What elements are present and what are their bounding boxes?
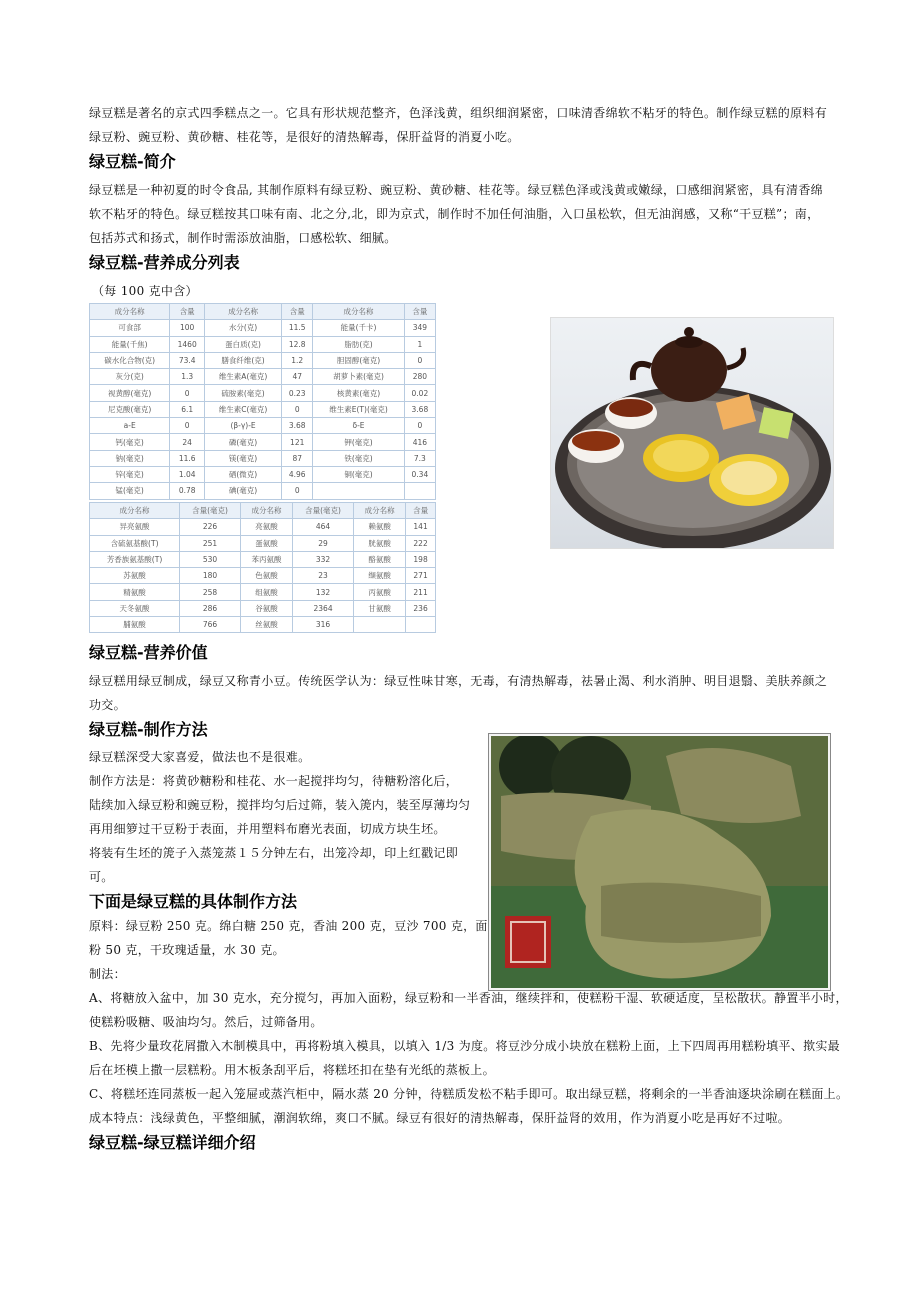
nutrition-cell: 胱氨酸 [354, 535, 406, 551]
nutrition-cell: 成分名称 [354, 503, 406, 519]
nutrition-cell: 丝氨酸 [240, 617, 292, 633]
nutrition-cell [404, 483, 435, 499]
nutrition-row [90, 385, 436, 401]
recipe-step-line: 使糕粉吸糖、吸油均匀。然后，过筛备用。 [89, 1015, 323, 1029]
method-line: 陆续加入绿豆粉和豌豆粉，搅拌均匀后过筛，装入箎内，装至厚薄均匀 [89, 798, 471, 812]
nutrition-cell: 12.8 [282, 336, 313, 352]
nutrition-cell: 11.6 [170, 450, 205, 466]
nutrition-cell: 脯氨酸 [90, 617, 180, 633]
nutrition-cell: 280 [404, 369, 435, 385]
section-heading-value: 绿豆糕-营养价值 [89, 643, 208, 662]
nutrition-cell: 硫胺素(毫克) [205, 385, 282, 401]
nutrition-row [90, 352, 436, 368]
nutrition-cell: 3.68 [404, 401, 435, 417]
nutrition-cell: 0 [282, 483, 313, 499]
intro-paragraph [89, 101, 834, 149]
nutrition-cell: δ-E [313, 418, 404, 434]
nutrition-cell: 286 [180, 600, 241, 616]
nutrition-cell: 211 [406, 584, 436, 600]
nutrition-cell: (β-γ)-E [205, 418, 282, 434]
nutrition-cell: 0.78 [170, 483, 205, 499]
nutrition-cell: 23 [293, 568, 354, 584]
nutrition-cell: 酪氨酸 [354, 551, 406, 567]
nutrition-cell: 180 [180, 568, 241, 584]
nutrition-cell: 成分名称 [90, 304, 170, 320]
nutrition-cell: 亮氨酸 [240, 519, 292, 535]
nutrition-cell: 1460 [170, 336, 205, 352]
nutrition-cell: 蛋氨酸 [240, 535, 292, 551]
nutrition-table-main [89, 303, 436, 500]
nutrition-cell: 464 [293, 519, 354, 535]
nutrition-cell: 73.4 [170, 352, 205, 368]
nutrition-cell: 组氨酸 [240, 584, 292, 600]
nutrition-cell: 钾(毫克) [313, 434, 404, 450]
nutrition-cell: 尼克酸(毫克) [90, 401, 170, 417]
nutrition-row [90, 568, 436, 584]
nutrition-cell: 0 [170, 418, 205, 434]
nutrition-cell: 316 [293, 617, 354, 633]
nutrition-row [90, 519, 436, 535]
nutrition-cell: 24 [170, 434, 205, 450]
nutrition-cell: 416 [404, 434, 435, 450]
nutrition-cell: 膳食纤维(克) [205, 352, 282, 368]
nutrition-cell: 236 [406, 600, 436, 616]
recipe-step-line: A、将糖放入盆中，加 30 克水，充分搅匀，再加入面粉，绿豆粉和一半香油，继续拌和，使糕粉干湿、软硬适度，呈松散状。静置半小时， [89, 991, 848, 1005]
nutrition-cell: 2364 [293, 600, 354, 616]
nutrition-cell: 赖氨酸 [354, 519, 406, 535]
recipe-line: 粉 50 克，干玫瑰适量，水 30 克。 [89, 943, 285, 957]
nutrition-cell: 1.2 [282, 352, 313, 368]
nutrition-cell: 蛋白质(克) [205, 336, 282, 352]
nutrition-cell: 碘(毫克) [205, 483, 282, 499]
recipe-step-line: B、先将少量玫花屑撒入木制模具中，再将粉填入模具，以填入 1/3 为度。将豆沙分成小块放在糕粉上面，上下四周再用糕粉填平、揿实最 [89, 1039, 840, 1053]
nutrition-cell: 碳水化合物(克) [90, 352, 170, 368]
method-line: 将装有生坯的箎子入蒸笼蒸１５分钟左右，出笼冷却，印上红戳记即 [89, 846, 459, 860]
nutrition-row [90, 320, 436, 336]
nutrition-cell: 226 [180, 519, 241, 535]
nutrition-cell: 镁(毫克) [205, 450, 282, 466]
summary-line: 软不粘牙的特色。绿豆糕按其口味有南、北之分,北，即为京式，制作时不加任何油脂，入口虽松软，但无油润感，又称“干豆糕”；南， [89, 207, 820, 221]
nutrition-cell: 530 [180, 551, 241, 567]
nutrition-row [90, 483, 436, 499]
nutrition-row [90, 551, 436, 567]
nutrition-cell: 1 [404, 336, 435, 352]
nutrition-cell: 29 [293, 535, 354, 551]
nutrition-cell: 锌(毫克) [90, 466, 170, 482]
nutrition-row [90, 466, 436, 482]
nutrition-cell: 1.04 [170, 466, 205, 482]
nutrition-cell [406, 617, 436, 633]
nutrition-cell: 维生素A(毫克) [205, 369, 282, 385]
nutrition-cell: 磷(毫克) [205, 434, 282, 450]
nutrition-cell: 766 [180, 617, 241, 633]
nutrition-cell: 锰(毫克) [90, 483, 170, 499]
nutrition-cell: 甘氨酸 [354, 600, 406, 616]
nutrition-cell: 0 [404, 418, 435, 434]
nutrition-row [90, 617, 436, 633]
nutrition-note: （每 100 克中含） [92, 284, 198, 298]
recipe-line: 原料：绿豆粉 250 克。绵白糖 250 克，香油 200 克，豆沙 700 克，面 [89, 919, 488, 933]
nutrition-cell: 能量(千卡) [313, 320, 404, 336]
nutrition-cell: 0 [282, 401, 313, 417]
green-bean-cake-photo [489, 734, 830, 990]
nutrition-row [90, 503, 436, 519]
nutrition-row [90, 450, 436, 466]
section-heading-recipe: 下面是绿豆糕的具体制作方法 [89, 892, 298, 911]
recipe-step-line: 成本特点：浅绿黄色，平整细腻，潮润软绵，爽口不腻。绿豆有很好的清热解毒，保肝益肾的效用，作为消夏小吃是再好不过啦。 [89, 1111, 791, 1125]
summary-paragraph [89, 178, 834, 250]
nutrition-row [90, 369, 436, 385]
nutrition-cell: 硒(微克) [205, 466, 282, 482]
nutrition-cell: 丙氨酸 [354, 584, 406, 600]
nutrition-cell: 含量 [170, 304, 205, 320]
nutrition-cell: 缬氨酸 [354, 568, 406, 584]
summary-line: 包括苏式和扬式，制作时需添放油脂，口感松软、细腻。 [89, 231, 397, 245]
nutrition-cell: 灰分(克) [90, 369, 170, 385]
summary-line: 绿豆糕是一种初夏的时令食品, 其制作原料有绿豆粉、豌豆粉、黄砂糖、桂花等。绿豆糕色泽或浅黄或嫩绿，口感细润紧密，具有清香绵 [89, 183, 823, 197]
nutrition-cell [313, 483, 404, 499]
nutrition-cell: 0.02 [404, 385, 435, 401]
nutrition-cell: 121 [282, 434, 313, 450]
nutrition-cell: 钠(毫克) [90, 450, 170, 466]
nutrition-cell: 含硫氨基酸(T) [90, 535, 180, 551]
nutrition-cell: 异亮氨酸 [90, 519, 180, 535]
nutrition-cell: 视黄醇(毫克) [90, 385, 170, 401]
nutrition-cell: 141 [406, 519, 436, 535]
nutrition-table-amino-acids [89, 502, 436, 633]
nutrition-row [90, 584, 436, 600]
nutrition-cell: 100 [170, 320, 205, 336]
section-heading-nutrition: 绿豆糕-营养成分列表 [89, 253, 240, 272]
nutrition-cell: 7.3 [404, 450, 435, 466]
nutrition-row [90, 434, 436, 450]
nutrition-row [90, 304, 436, 320]
method-paragraph [89, 745, 474, 889]
nutrition-cell: 258 [180, 584, 241, 600]
recipe-step-line: C、将糕坯连同蒸板一起入笼屉或蒸汽柜中，隔水蒸 20 分钟，待糕质发松不粘手即可。取出绿豆糕，将剩余的一半香油逐块涂刷在糕面上。 [89, 1087, 849, 1101]
nutrition-cell: 精氨酸 [90, 584, 180, 600]
method-line: 可。 [89, 870, 114, 884]
nutrition-cell: a-E [90, 418, 170, 434]
nutrition-cell: 胆固醇(毫克) [313, 352, 404, 368]
nutrition-cell: 0.23 [282, 385, 313, 401]
nutrition-cell: 脂肪(克) [313, 336, 404, 352]
section-heading-method: 绿豆糕-制作方法 [89, 720, 208, 739]
nutrition-cell: 苯丙氨酸 [240, 551, 292, 567]
nutrition-cell: 3.68 [282, 418, 313, 434]
nutrition-cell: 1.3 [170, 369, 205, 385]
nutrition-cell: 87 [282, 450, 313, 466]
nutrition-cell: 可食部 [90, 320, 170, 336]
nutrition-row [90, 600, 436, 616]
nutrition-cell: 钙(毫克) [90, 434, 170, 450]
intro-line: 绿豆粉、豌豆粉、黄砂糖、桂花等，是很好的清热解毒，保肝益肾的消夏小吃。 [89, 130, 520, 144]
recipe-step-line: 后在坯模上撒一层糕粉。用木板条刮平后，将糕坯扣在垫有光纸的蒸板上。 [89, 1063, 495, 1077]
method-line: 再用细箩过干豆粉于表面，并用塑料布磨光表面，切成方块生坯。 [89, 822, 446, 836]
recipe-ingredients [89, 914, 488, 986]
nutrition-row [90, 535, 436, 551]
nutrition-cell: 4.96 [282, 466, 313, 482]
value-line: 功交。 [89, 698, 126, 712]
nutrition-cell: 0.34 [404, 466, 435, 482]
nutrition-cell: 198 [406, 551, 436, 567]
nutrition-cell: 色氨酸 [240, 568, 292, 584]
nutrition-cell: 132 [293, 584, 354, 600]
nutrition-cell: 332 [293, 551, 354, 567]
nutrition-cell: 铁(毫克) [313, 450, 404, 466]
recipe-line: 制法： [89, 967, 126, 981]
nutrition-cell: 水分(克) [205, 320, 282, 336]
section-heading-detail: 绿豆糕-绿豆糕详细介绍 [89, 1133, 256, 1152]
nutrition-cell: 成分名称 [313, 304, 404, 320]
nutrition-cell: 能量(千焦) [90, 336, 170, 352]
cake-illustration [491, 736, 828, 988]
nutrition-cell: 铜(毫克) [313, 466, 404, 482]
nutrition-cell: 含量 [404, 304, 435, 320]
nutrition-cell: 0 [170, 385, 205, 401]
value-line: 绿豆糕用绿豆制成，绿豆又称青小豆。传统医学认为：绿豆性味甘寒，无毒，有清热解毒，祛暑止渴、利水消肿、明目退翳、美肤养颜之 [89, 674, 828, 688]
method-line: 绿豆糕深受大家喜爱，做法也不是很难。 [89, 750, 311, 764]
value-paragraph [89, 669, 834, 717]
nutrition-cell: 349 [404, 320, 435, 336]
nutrition-cell: 成分名称 [90, 503, 180, 519]
nutrition-row [90, 418, 436, 434]
nutrition-cell: 芳香族氨基酸(T) [90, 551, 180, 567]
nutrition-cell: 222 [406, 535, 436, 551]
section-heading-summary: 绿豆糕-简介 [89, 152, 176, 171]
nutrition-cell: 天冬氨酸 [90, 600, 180, 616]
nutrition-row [90, 336, 436, 352]
nutrition-cell: 271 [406, 568, 436, 584]
intro-line: 绿豆糕是著名的京式四季糕点之一。它具有形状规范整齐，色泽浅黄，组织细润紧密，口味清香绵软不粘牙的特色。制作绿豆糕的原料有 [89, 106, 828, 120]
nutrition-cell: 胡萝卜素(毫克) [313, 369, 404, 385]
nutrition-cell: 维生素E(T)(毫克) [313, 401, 404, 417]
nutrition-cell: 核黄素(毫克) [313, 385, 404, 401]
nutrition-cell: 成分名称 [240, 503, 292, 519]
nutrition-cell: 成分名称 [205, 304, 282, 320]
tea-set-illustration [551, 318, 834, 549]
nutrition-cell: 苏氨酸 [90, 568, 180, 584]
nutrition-cell: 11.5 [282, 320, 313, 336]
recipe-steps [89, 986, 849, 1130]
nutrition-cell: 47 [282, 369, 313, 385]
nutrition-cell: 含量 [406, 503, 436, 519]
nutrition-cell: 含量(毫克) [293, 503, 354, 519]
tea-set-photo [550, 317, 834, 549]
nutrition-cell [354, 617, 406, 633]
method-line: 制作方法是：将黄砂糖粉和桂花、水一起搅拌均匀，待糖粉溶化后， [89, 774, 459, 788]
nutrition-cell: 含量 [282, 304, 313, 320]
nutrition-cell: 251 [180, 535, 241, 551]
nutrition-cell: 0 [404, 352, 435, 368]
nutrition-row [90, 401, 436, 417]
nutrition-cell: 维生素C(毫克) [205, 401, 282, 417]
nutrition-cell: 6.1 [170, 401, 205, 417]
nutrition-cell: 含量(毫克) [180, 503, 241, 519]
nutrition-cell: 谷氨酸 [240, 600, 292, 616]
